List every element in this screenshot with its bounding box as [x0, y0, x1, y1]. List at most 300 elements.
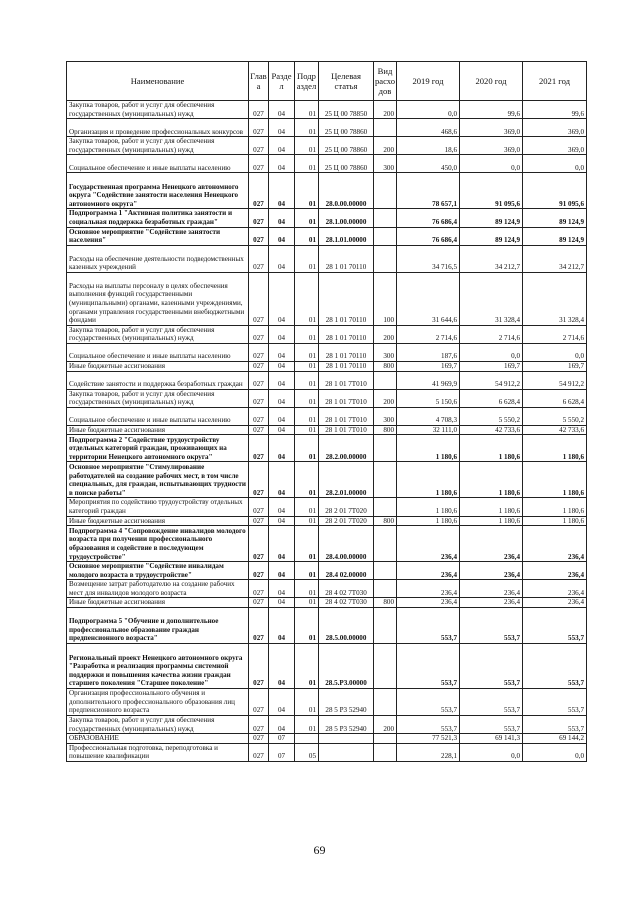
cell-target-article: 28 5 Р3 52940: [319, 716, 374, 734]
cell-name: Социальное обеспечение и иные выплаты населению: [67, 343, 249, 361]
cell-2019: 76 686,4: [397, 209, 460, 227]
cell-glava: 027: [249, 716, 269, 734]
table-row: [67, 389, 587, 407]
cell-target-article: 28.5.Р3.00000: [319, 644, 374, 689]
cell-expense-type: [374, 743, 397, 761]
cell-2020: 34 212,7: [460, 245, 523, 272]
table-row: [67, 498, 587, 516]
table-row: [67, 101, 587, 119]
cell-2021: 553,7: [523, 644, 587, 689]
cell-target-article: 28 1 01 7Т010: [319, 389, 374, 407]
cell-target-article: 28 1 01 7Т010: [319, 371, 374, 389]
cell-2021: 369,0: [523, 137, 587, 155]
cell-razdel: 04: [269, 562, 295, 580]
cell-podrazdel: 01: [295, 516, 319, 526]
cell-podrazdel: 01: [295, 716, 319, 734]
cell-2020: 1 180,6: [460, 498, 523, 516]
cell-name: Социальное обеспечение и иные выплаты населению: [67, 407, 249, 425]
cell-expense-type: [374, 562, 397, 580]
cell-razdel: 04: [269, 227, 295, 245]
cell-target-article: 25 Ц 00 78850: [319, 101, 374, 119]
cell-glava: 027: [249, 272, 269, 325]
cell-glava: 027: [249, 173, 269, 209]
cell-2019: 34 716,5: [397, 245, 460, 272]
cell-podrazdel: 01: [295, 598, 319, 608]
cell-name: Подпрограмма 5 "Обучение и дополнительное профессиональное образование граждан предпенсионного возраста": [67, 608, 249, 644]
cell-razdel: 04: [269, 516, 295, 526]
cell-podrazdel: 01: [295, 137, 319, 155]
table-header: [67, 62, 587, 101]
cell-2020: 0,0: [460, 343, 523, 361]
cell-target-article: 28 1 01 7Т010: [319, 425, 374, 435]
cell-2020: 5 550,2: [460, 407, 523, 425]
header-glava: Глав а: [249, 62, 269, 101]
cell-razdel: 04: [269, 435, 295, 462]
table-row: [67, 608, 587, 644]
cell-glava: 027: [249, 325, 269, 343]
table-row: [67, 689, 587, 716]
cell-2020: 91 095,6: [460, 173, 523, 209]
cell-target-article: 28 1 01 7Т010: [319, 407, 374, 425]
cell-2021: 2 714,6: [523, 325, 587, 343]
cell-podrazdel: 05: [295, 743, 319, 761]
cell-target-article: 28 5 Р3 52940: [319, 689, 374, 716]
cell-2019: 236,4: [397, 526, 460, 562]
cell-glava: 027: [249, 644, 269, 689]
cell-name: Основное мероприятие "Содействие занятости населения": [67, 227, 249, 245]
cell-expense-type: [374, 462, 397, 498]
cell-podrazdel: 01: [295, 562, 319, 580]
cell-2020: 99,6: [460, 101, 523, 119]
cell-razdel: 04: [269, 155, 295, 173]
cell-2019: 553,7: [397, 716, 460, 734]
cell-podrazdel: 01: [295, 389, 319, 407]
cell-podrazdel: 01: [295, 580, 319, 598]
cell-2021: 5 550,2: [523, 407, 587, 425]
cell-name: Иные бюджетные ассигнования: [67, 598, 249, 608]
cell-razdel: 04: [269, 608, 295, 644]
cell-2021: 553,7: [523, 689, 587, 716]
cell-target-article: 25 Ц 00 78860: [319, 137, 374, 155]
cell-target-article: 28 1 01 70110: [319, 343, 374, 361]
table-row: [67, 716, 587, 734]
cell-target-article: 28 1 01 70110: [319, 272, 374, 325]
cell-glava: 027: [249, 598, 269, 608]
cell-target-article: 28.1.00.00000: [319, 209, 374, 227]
cell-2020: 69 141,3: [460, 734, 523, 744]
cell-2020: 89 124,9: [460, 209, 523, 227]
cell-2021: 1 180,6: [523, 462, 587, 498]
cell-target-article: 28 1 01 70110: [319, 245, 374, 272]
cell-target-article: [319, 743, 374, 761]
cell-target-article: 28 4 02 7Т030: [319, 598, 374, 608]
cell-glava: 027: [249, 101, 269, 119]
cell-razdel: 04: [269, 325, 295, 343]
cell-expense-type: [374, 734, 397, 744]
cell-glava: 027: [249, 580, 269, 598]
cell-name: Подпрограмма 2 "Содействие трудоустройству отдельных категорий граждан, проживающих на территории Ненецкого автономного округа": [67, 435, 249, 462]
cell-2019: 1 180,6: [397, 516, 460, 526]
cell-2019: 0,0: [397, 101, 460, 119]
table-row: [67, 734, 587, 744]
cell-target-article: 28.2.00.00000: [319, 435, 374, 462]
cell-expense-type: [374, 173, 397, 209]
cell-glava: 027: [249, 361, 269, 371]
table-row: [67, 425, 587, 435]
cell-expense-type: [374, 227, 397, 245]
cell-2019: 2 714,6: [397, 325, 460, 343]
cell-podrazdel: 01: [295, 272, 319, 325]
table-row: [67, 644, 587, 689]
cell-2021: 34 212,7: [523, 245, 587, 272]
cell-2019: 236,4: [397, 562, 460, 580]
cell-name: Социальное обеспечение и иные выплаты населению: [67, 155, 249, 173]
cell-name: Закупка товаров, работ и услуг для обеспечения государственных (муниципальных) нужд: [67, 325, 249, 343]
cell-target-article: 28 4 02 7Т030: [319, 580, 374, 598]
cell-name: Иные бюджетные ассигнования: [67, 361, 249, 371]
cell-2020: 2 714,6: [460, 325, 523, 343]
cell-name: Закупка товаров, работ и услуг для обеспечения государственных (муниципальных) нужд: [67, 137, 249, 155]
budget-table: [66, 61, 587, 762]
cell-2021: 1 180,6: [523, 498, 587, 516]
cell-name: Организация профессионального обучения и дополнительного профессионального образования лиц предпенсионного возраста: [67, 689, 249, 716]
cell-2021: 369,0: [523, 119, 587, 137]
cell-expense-type: 100: [374, 272, 397, 325]
cell-razdel: 04: [269, 272, 295, 325]
cell-2021: 69 144,2: [523, 734, 587, 744]
cell-razdel: 04: [269, 101, 295, 119]
cell-expense-type: 200: [374, 101, 397, 119]
cell-glava: 027: [249, 734, 269, 744]
cell-name: Профессиональная подготовка, переподготовка и повышение квалификации: [67, 743, 249, 761]
cell-glava: 027: [249, 389, 269, 407]
cell-podrazdel: 01: [295, 526, 319, 562]
cell-glava: 027: [249, 245, 269, 272]
cell-target-article: 28 2 01 7Т020: [319, 498, 374, 516]
cell-glava: 027: [249, 407, 269, 425]
cell-2021: 91 095,6: [523, 173, 587, 209]
cell-glava: 027: [249, 562, 269, 580]
cell-2021: 553,7: [523, 716, 587, 734]
cell-glava: 027: [249, 498, 269, 516]
cell-podrazdel: 01: [295, 644, 319, 689]
header-podrazdel: Подр аздел: [295, 62, 319, 101]
cell-expense-type: 800: [374, 598, 397, 608]
cell-2019: 18,6: [397, 137, 460, 155]
cell-razdel: 04: [269, 425, 295, 435]
cell-razdel: 04: [269, 209, 295, 227]
cell-name: Мероприятия по содействию трудоустройству отдельных категорий граждан: [67, 498, 249, 516]
cell-expense-type: 200: [374, 389, 397, 407]
cell-2020: 553,7: [460, 689, 523, 716]
cell-glava: 027: [249, 516, 269, 526]
cell-glava: 027: [249, 462, 269, 498]
table-row: [67, 407, 587, 425]
cell-2019: 553,7: [397, 608, 460, 644]
cell-2019: 4 708,3: [397, 407, 460, 425]
cell-2020: 1 180,6: [460, 435, 523, 462]
table-row: [67, 516, 587, 526]
cell-2019: 1 180,6: [397, 462, 460, 498]
cell-expense-type: 200: [374, 325, 397, 343]
cell-razdel: 07: [269, 734, 295, 744]
cell-razdel: 07: [269, 743, 295, 761]
cell-razdel: 04: [269, 407, 295, 425]
cell-razdel: 04: [269, 389, 295, 407]
cell-2020: 0,0: [460, 155, 523, 173]
cell-podrazdel: 01: [295, 227, 319, 245]
cell-2020: 369,0: [460, 119, 523, 137]
table-row: [67, 580, 587, 598]
cell-2020: 0,0: [460, 743, 523, 761]
cell-name: Возмещение затрат работодателю на создание рабочих мест для инвалидов молодого возраста: [67, 580, 249, 598]
cell-2021: 236,4: [523, 562, 587, 580]
cell-glava: 027: [249, 209, 269, 227]
table-row: [67, 562, 587, 580]
cell-2021: 0,0: [523, 743, 587, 761]
cell-name: Подпрограмма 1 "Активная политика занятости и социальная поддержка безработных граждан": [67, 209, 249, 227]
cell-2020: 169,7: [460, 361, 523, 371]
cell-expense-type: [374, 435, 397, 462]
cell-name: Основное мероприятие "Содействие инвалидам молодого возраста в трудоустройстве": [67, 562, 249, 580]
cell-target-article: 28 1 01 70110: [319, 361, 374, 371]
cell-razdel: 04: [269, 580, 295, 598]
cell-2021: 54 912,2: [523, 371, 587, 389]
cell-2021: 236,4: [523, 598, 587, 608]
cell-expense-type: [374, 689, 397, 716]
cell-2019: 187,6: [397, 343, 460, 361]
table-row: [67, 325, 587, 343]
cell-expense-type: 200: [374, 137, 397, 155]
cell-expense-type: [374, 209, 397, 227]
cell-podrazdel: 01: [295, 407, 319, 425]
cell-razdel: 04: [269, 361, 295, 371]
cell-target-article: 25 Ц 00 78860: [319, 119, 374, 137]
cell-podrazdel: 01: [295, 462, 319, 498]
cell-razdel: 04: [269, 716, 295, 734]
cell-glava: 027: [249, 371, 269, 389]
table-row: [67, 343, 587, 361]
cell-target-article: 28.2.01.00000: [319, 462, 374, 498]
cell-expense-type: [374, 119, 397, 137]
cell-glava: 027: [249, 227, 269, 245]
cell-name: Расходы на выплаты персоналу в целях обеспечения выполнения функций государственными (муниципальными) органами, казенными учреждениями, органами управления государственными внебюджетными фондами: [67, 272, 249, 325]
cell-name: Содействие занятости и поддержка безработных граждан: [67, 371, 249, 389]
table-row: [67, 598, 587, 608]
cell-2019: 228,1: [397, 743, 460, 761]
cell-name: Закупка товаров, работ и услуг для обеспечения государственных (муниципальных) нужд: [67, 716, 249, 734]
cell-podrazdel: 01: [295, 608, 319, 644]
cell-name: Закупка товаров, работ и услуг для обеспечения государственных (муниципальных) нужд: [67, 101, 249, 119]
cell-2019: 31 644,6: [397, 272, 460, 325]
cell-2019: 236,4: [397, 598, 460, 608]
budget-table-container: [66, 61, 586, 762]
header-year-2021: 2021 год: [523, 62, 587, 101]
cell-2021: 89 124,9: [523, 209, 587, 227]
cell-2021: 236,4: [523, 580, 587, 598]
cell-name: Организация и проведение профессиональных конкурсов: [67, 119, 249, 137]
cell-podrazdel: 01: [295, 498, 319, 516]
table-row: [67, 245, 587, 272]
cell-2019: 450,0: [397, 155, 460, 173]
cell-2019: 169,7: [397, 361, 460, 371]
cell-2019: 76 686,4: [397, 227, 460, 245]
table-row: [67, 371, 587, 389]
cell-2019: 5 150,6: [397, 389, 460, 407]
cell-2020: 553,7: [460, 644, 523, 689]
cell-2020: 6 628,4: [460, 389, 523, 407]
cell-glava: 027: [249, 155, 269, 173]
header-year-2020: 2020 год: [460, 62, 523, 101]
cell-name: Региональный проект Ненецкого автономного округа "Разработка и реализация программы системной поддержки и повышения качества жизни граждан старшего поколения "Старшее поколение": [67, 644, 249, 689]
cell-name: Иные бюджетные ассигнования: [67, 516, 249, 526]
cell-2021: 31 328,4: [523, 272, 587, 325]
cell-target-article: 25 Ц 00 78860: [319, 155, 374, 173]
table-row: [67, 272, 587, 325]
cell-2019: 77 521,3: [397, 734, 460, 744]
cell-podrazdel: 01: [295, 245, 319, 272]
cell-2020: 54 912,2: [460, 371, 523, 389]
cell-razdel: 04: [269, 498, 295, 516]
cell-2019: 32 111,0: [397, 425, 460, 435]
cell-2020: 236,4: [460, 598, 523, 608]
cell-2020: 89 124,9: [460, 227, 523, 245]
cell-2020: 553,7: [460, 608, 523, 644]
cell-expense-type: 800: [374, 361, 397, 371]
cell-name: Государственная программа Ненецкого автономного округа "Содействие занятости населения Ненецкого автономного округа": [67, 173, 249, 209]
cell-razdel: 04: [269, 371, 295, 389]
cell-2021: 0,0: [523, 155, 587, 173]
cell-glava: 027: [249, 526, 269, 562]
cell-2019: 41 969,9: [397, 371, 460, 389]
cell-target-article: 28 1 01 70110: [319, 325, 374, 343]
cell-2020: 236,4: [460, 562, 523, 580]
cell-podrazdel: 01: [295, 155, 319, 173]
cell-podrazdel: 01: [295, 689, 319, 716]
cell-expense-type: [374, 608, 397, 644]
cell-2019: 553,7: [397, 689, 460, 716]
cell-2019: 468,6: [397, 119, 460, 137]
cell-razdel: 04: [269, 173, 295, 209]
cell-2021: 0,0: [523, 343, 587, 361]
cell-2021: 89 124,9: [523, 227, 587, 245]
header-razdel: Разде л: [269, 62, 295, 101]
table-row: [67, 743, 587, 761]
cell-name: Расходы на обеспечение деятельности подведомственных казенных учреждений: [67, 245, 249, 272]
table-body: [67, 101, 587, 762]
table-row: [67, 462, 587, 498]
cell-expense-type: [374, 644, 397, 689]
cell-2020: 553,7: [460, 716, 523, 734]
table-row: [67, 361, 587, 371]
cell-expense-type: 300: [374, 343, 397, 361]
cell-expense-type: [374, 580, 397, 598]
cell-expense-type: 800: [374, 425, 397, 435]
cell-podrazdel: 01: [295, 361, 319, 371]
cell-expense-type: 300: [374, 155, 397, 173]
cell-razdel: 04: [269, 119, 295, 137]
cell-podrazdel: 01: [295, 209, 319, 227]
cell-2019: 1 180,6: [397, 498, 460, 516]
cell-2020: 1 180,6: [460, 516, 523, 526]
table-row: [67, 155, 587, 173]
cell-2020: 236,4: [460, 580, 523, 598]
cell-expense-type: 300: [374, 407, 397, 425]
cell-target-article: 28.4 02.00000: [319, 562, 374, 580]
cell-glava: 027: [249, 137, 269, 155]
cell-name: Закупка товаров, работ и услуг для обеспечения государственных (муниципальных) нужд: [67, 389, 249, 407]
cell-target-article: 28.1.01.00000: [319, 227, 374, 245]
cell-2020: 42 733,6: [460, 425, 523, 435]
cell-name: Подпрограмма 4 "Сопровождение инвалидов молодого возраста при получении профессионального образования и содействие в последующем трудоустройстве": [67, 526, 249, 562]
cell-razdel: 04: [269, 343, 295, 361]
cell-razdel: 04: [269, 644, 295, 689]
cell-podrazdel: 01: [295, 343, 319, 361]
cell-podrazdel: [295, 734, 319, 744]
cell-2020: 236,4: [460, 526, 523, 562]
cell-glava: 027: [249, 425, 269, 435]
header-name: Наименование: [67, 62, 249, 101]
cell-glava: 027: [249, 689, 269, 716]
cell-2021: 6 628,4: [523, 389, 587, 407]
table-row: [67, 526, 587, 562]
cell-glava: 027: [249, 743, 269, 761]
cell-target-article: 28 2 01 7Т020: [319, 516, 374, 526]
cell-podrazdel: 01: [295, 325, 319, 343]
cell-expense-type: 200: [374, 716, 397, 734]
table-row: [67, 119, 587, 137]
cell-razdel: 04: [269, 137, 295, 155]
cell-razdel: 04: [269, 245, 295, 272]
cell-2020: 1 180,6: [460, 462, 523, 498]
table-row: [67, 137, 587, 155]
cell-2021: 1 180,6: [523, 435, 587, 462]
cell-podrazdel: 01: [295, 425, 319, 435]
cell-2021: 169,7: [523, 361, 587, 371]
cell-glava: 027: [249, 119, 269, 137]
cell-podrazdel: 01: [295, 435, 319, 462]
cell-razdel: 04: [269, 689, 295, 716]
cell-name: Иные бюджетные ассигнования: [67, 425, 249, 435]
cell-target-article: 28.4.00.00000: [319, 526, 374, 562]
cell-2021: 1 180,6: [523, 516, 587, 526]
cell-expense-type: [374, 526, 397, 562]
cell-2019: 1 180,6: [397, 435, 460, 462]
table-row: [67, 227, 587, 245]
cell-razdel: 04: [269, 526, 295, 562]
cell-podrazdel: 01: [295, 371, 319, 389]
cell-target-article: 28.5.00.00000: [319, 608, 374, 644]
header-year-2019: 2019 год: [397, 62, 460, 101]
cell-2019: 236,4: [397, 580, 460, 598]
cell-podrazdel: 01: [295, 119, 319, 137]
cell-2019: 78 657,1: [397, 173, 460, 209]
cell-glava: 027: [249, 343, 269, 361]
cell-glava: 027: [249, 435, 269, 462]
cell-2021: 236,4: [523, 526, 587, 562]
cell-2020: 369,0: [460, 137, 523, 155]
cell-2021: 99,6: [523, 101, 587, 119]
table-row: [67, 209, 587, 227]
cell-2021: 42 733,6: [523, 425, 587, 435]
cell-target-article: 28.0.00.00000: [319, 173, 374, 209]
cell-razdel: 04: [269, 462, 295, 498]
cell-expense-type: [374, 371, 397, 389]
cell-target-article: [319, 734, 374, 744]
cell-2021: 553,7: [523, 608, 587, 644]
page-number: 69: [313, 843, 326, 857]
cell-podrazdel: 01: [295, 101, 319, 119]
